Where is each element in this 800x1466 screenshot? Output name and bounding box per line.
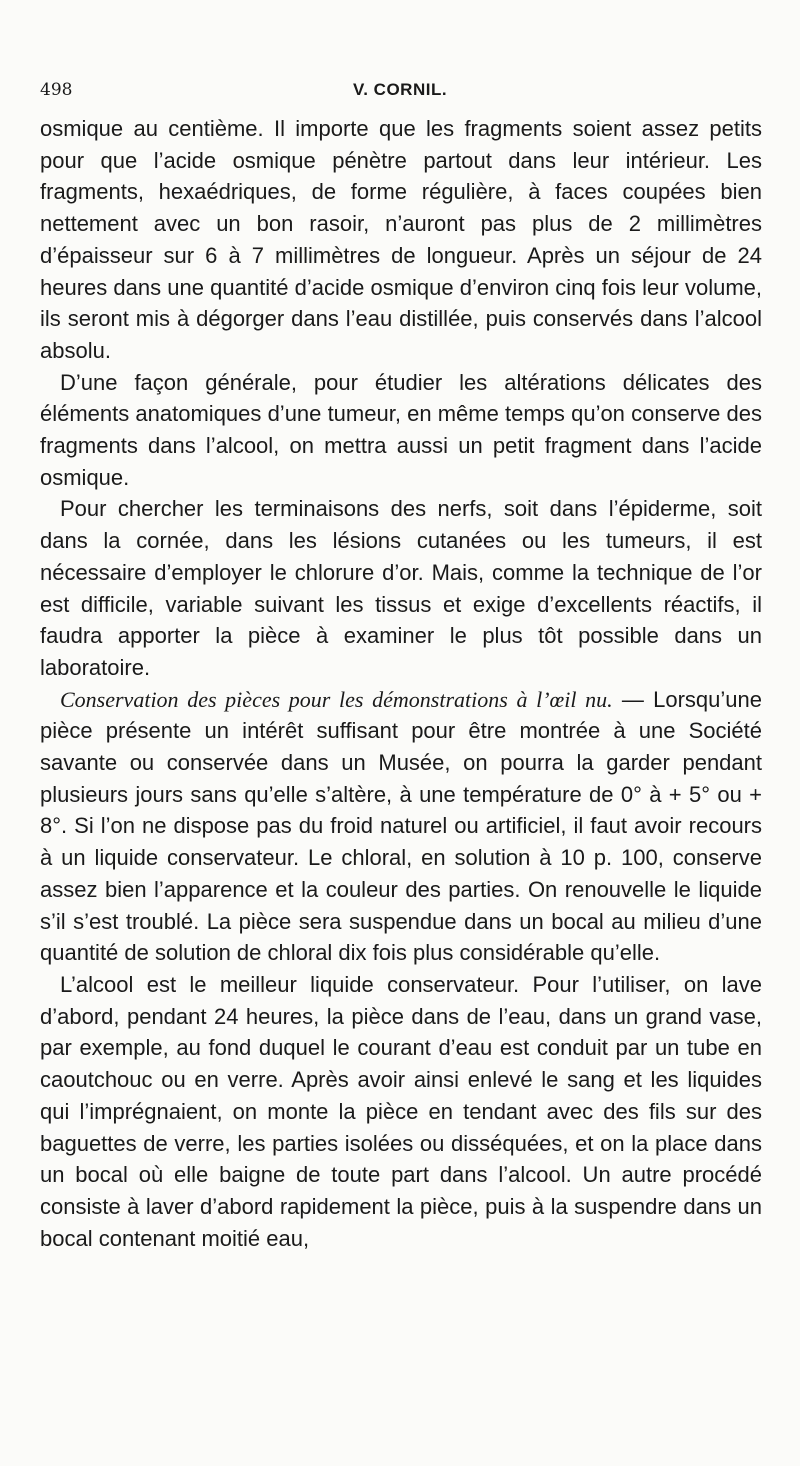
page-header — [40, 80, 760, 104]
running-head: V. CORNIL. — [352, 80, 448, 99]
paragraph-text: L’alcool est le meilleur liquide conservateur. Pour l’utiliser, on lave d’abord, pendant 24 heures, la pièce dans de l’eau, dans un grand vase, par exemple, au fond duquel le courant d’eau est conduit par un tube en caoutchouc ou en verre. Après avoir ainsi enlevé le sang et les liquides qui l’imprégnaient, on monte la pièce en tendant avec des fils sur des baguettes de verre, les parties isolées ou disséquées, et on la place dans un bocal où elle baigne de toute part dans l’alcool. Un autre procédé consiste à laver d’abord rapidement la pièce, puis à la suspendre dans un bocal contenant moitié eau, — [40, 971, 762, 1251]
body-text — [40, 113, 762, 1254]
paragraph-text: — Lorsqu’une pièce présente un intérêt suffisant pour être montrée à une Société savante ou conservée dans un Musée, on pourra la garder pendant plusieurs jours sans qu’elle s’altère, à une température de 0° à + 5° ou + 8°. Si l’on ne dispose pas du froid naturel ou artificiel, il faut avoir recours à un liquide conservateur. Le chloral, en solution à 10 p. 100, conserve assez bien l’apparence et la couleur des parties. On renouvelle le liquide s’il s’est troublé. La pièce sera suspendue dans un bocal au milieu d’une quantité de solution de chloral dix fois plus considérable qu’elle. — [40, 686, 762, 966]
section-lead-title: Conservation des pièces pour les démonstrations à l’œil nu. — [60, 686, 613, 712]
paragraph-text: osmique au centième. Il importe que les fragments soient assez petits pour que l’acide osmique pénètre partout dans leur intérieur. Les fragments, hexaédriques, de forme régulière, à faces coupées bien nettement avec un bon rasoir, n’auront pas plus de 2 millimètres d’épaisseur sur 6 à 7 millimètres de longueur. Après un séjour de 24 heures dans une quantité d’acide osmique d’environ cinq fois leur volume, ils seront mis à dégorger dans l’eau distillée, puis conservés dans l’alcool absolu. — [40, 116, 762, 363]
page-number: 498 — [40, 80, 73, 100]
paragraph-conservation — [40, 684, 762, 969]
paragraph-text: D’une façon générale, pour étudier les altérations délicates des éléments anatomiques d’une tumeur, en même temps qu’on conserve des fragments dans l’alcool, on mettra aussi un petit fragment dans l’acide osmique. — [40, 369, 762, 490]
paragraph-alcohol — [40, 969, 762, 1254]
paragraph-text: Pour chercher les terminaisons des nerfs, soit dans l’épiderme, soit dans la cornée, dans les lésions cutanées ou les tumeurs, il est nécessaire d’employer le chlorure d’or. Mais, comme la technique de l’or est difficile, variable suivant les tissus et exige d’excellents réactifs, il faudra apporter la pièce à examiner le plus tôt possible dans un laboratoire. — [40, 496, 762, 680]
paragraph-delicate-alterations — [40, 367, 762, 494]
paragraph-nerve-terminations — [40, 493, 762, 683]
paragraph-osmic-fragments — [40, 113, 762, 367]
